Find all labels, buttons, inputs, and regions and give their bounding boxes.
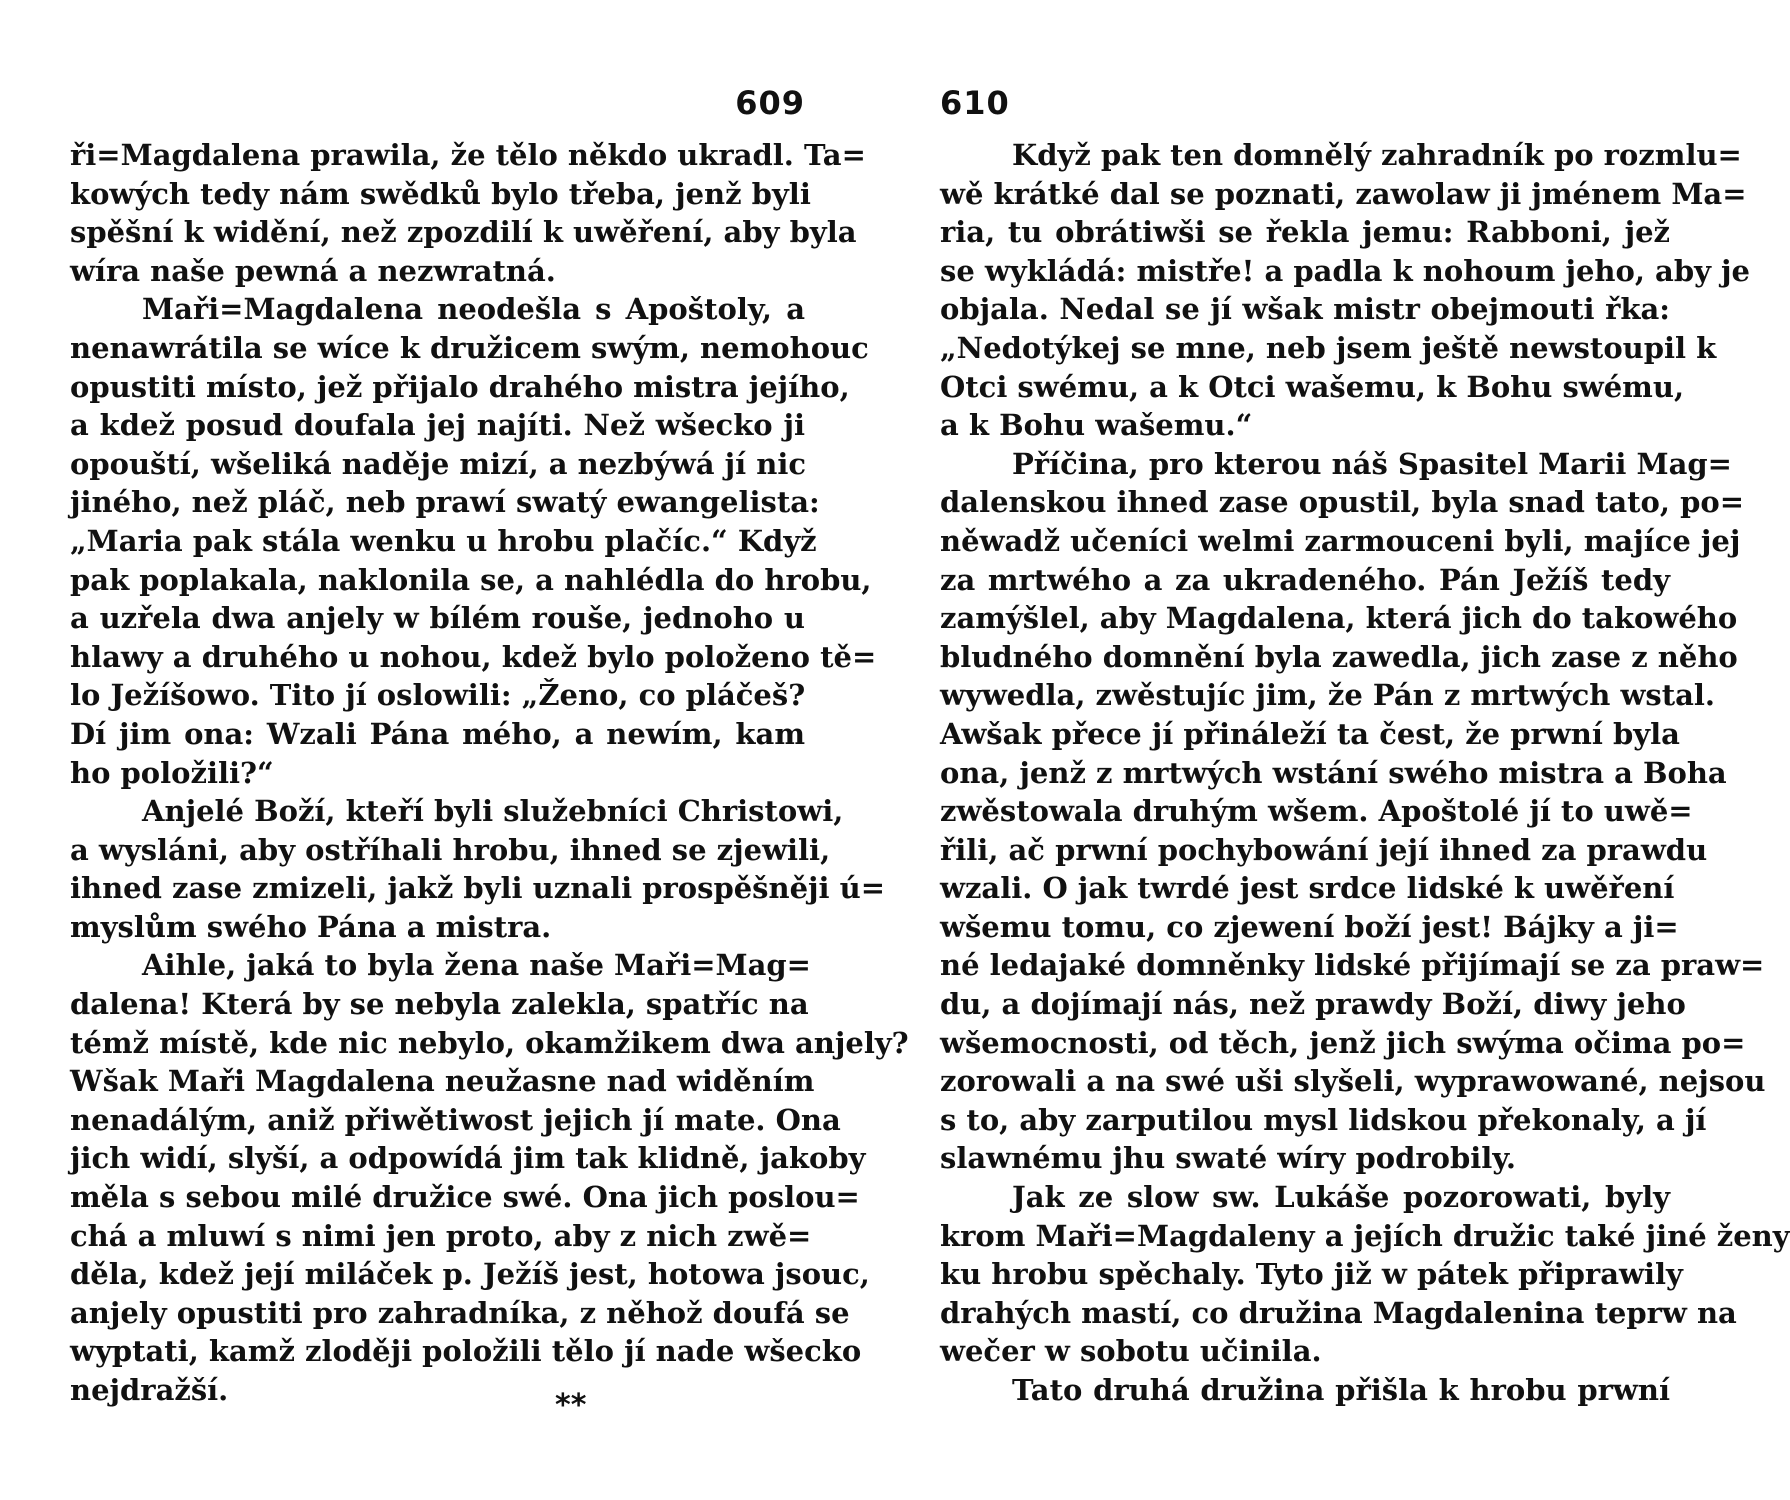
text-line: a k Bohu wašemu.“ <box>940 408 1253 443</box>
text-line: zamýšlel, aby Magdalena, která jich do takowého <box>940 601 1738 636</box>
text-line: opustiti místo, jež přijalo drahého mistra jejího, <box>70 369 850 404</box>
text-line: Otci swému, a k Otci wašemu, k Bohu swému, <box>940 369 1685 404</box>
text-line: bludného domnění byla zawedla, jich zase z něho <box>940 639 1738 674</box>
text-line: za mrtwého a za ukradeného. Pán Ježíš tedy <box>940 562 1670 597</box>
text-line: ria, tu obrátiwši se řekla jemu: Rabboni, jež <box>940 215 1670 250</box>
text-line: děla, kdež její miláček p. Ježíš jest, hotowa jsouc, <box>70 1257 870 1292</box>
text-line: Aihle, jaká to byla žena naše Maři=Mag= <box>142 948 811 983</box>
left-page <box>70 0 909 1500</box>
text-line: ři=Magdalena prawila, že tělo někdo ukradl. Ta= <box>70 138 866 172</box>
text-line: wíra naše pewná a nezwratná. <box>70 253 556 288</box>
text-line: a kdež posud doufala jej najíti. Než wšecko ji <box>70 408 805 443</box>
text-line: wečer w sobotu učinila. <box>940 1334 1322 1369</box>
text-line: wšemocnosti, od těch, jenž jich swýma očima po= <box>940 1025 1746 1060</box>
text-line: Jak ze slow sw. Lukáše pozorowati, byly <box>1012 1180 1670 1215</box>
text-line: a wysláni, aby ostříhali hrobu, ihned se zjewili, <box>70 832 831 867</box>
page-number-left: 609 <box>735 84 805 122</box>
text-line: zwěstowala druhým wšem. Apoštolé jí to uwě= <box>940 794 1693 829</box>
text-line: krom Maři=Magdaleny a jejích družic také jiné ženy <box>940 1218 1790 1253</box>
text-line: pak poplakala, naklonila se, a nahlédla do hrobu, <box>70 562 872 597</box>
text-line: nenadálým, aniž přiwětiwost jejich jí mate. Ona <box>70 1102 841 1137</box>
text-line: s to, aby zarputilou mysl lidskou překonaly, a jí <box>940 1102 1707 1137</box>
text-line: „Maria pak stála wenku u hrobu plačíc.“ Když <box>70 523 817 558</box>
text-line: objala. Nedal se jí wšak mistr obejmouti řka: <box>940 292 1670 327</box>
text-line: Tato druhá družina přišla k hrobu prwní <box>1012 1373 1670 1407</box>
text-line: wšemu tomu, co zjewení boží jest! Bájky a ji= <box>940 909 1679 944</box>
right-page <box>940 0 1790 1500</box>
text-line: wě krátké dal se poznati, zawolaw ji jménem Ma= <box>940 176 1747 211</box>
text-line: wzali. O jak twrdé jest srdce lidské k uwěření <box>940 871 1675 906</box>
text-line: chá a mluwí s nimi jen proto, aby z nich zwě= <box>70 1218 812 1253</box>
text-line: hlawy a druhého u nohou, kdež bylo položeno tě= <box>70 639 877 674</box>
text-line: nejdražší. <box>70 1373 229 1407</box>
text-line: lo Ježíšowo. Tito jí oslowili: „Ženo, co pláčeš? <box>70 678 806 713</box>
right-page-text <box>940 136 1790 1410</box>
text-line: něwadž učeníci welmi zarmouceni byli, majíce jej <box>940 523 1741 558</box>
text-line: Příčina, pro kterou náš Spasitel Marii Mag= <box>1012 446 1732 481</box>
text-line: Maři=Magdalena neodešla s Apoštoly, a <box>142 292 805 327</box>
text-line: né ledajaké domněnky lidské přijímají se za praw= <box>940 948 1765 983</box>
text-line: se wykládá: mistře! a padla k nohoum jeho, aby je <box>940 253 1751 288</box>
text-line: Anjelé Boží, kteří byli služebníci Christowi, <box>142 794 844 829</box>
text-line: wywedla, zwěstujíc jim, že Pán z mrtwých wstal. <box>940 678 1716 713</box>
text-line: drahých mastí, co družina Magdalenina teprw na <box>940 1295 1737 1330</box>
signature-mark: ** <box>555 1388 587 1423</box>
text-line: ihned zase zmizeli, jakž byli uznali prospěšněji ú= <box>70 871 886 906</box>
text-line: jiného, než pláč, neb prawí swatý ewangelista: <box>70 485 820 520</box>
text-line: zorowali a na swé uši slyšeli, wyprawowané, nejsou <box>940 1064 1766 1099</box>
text-line: du, a dojímají nás, než prawdy Boží, diwy jeho <box>940 987 1686 1022</box>
text-line: ho položili?“ <box>70 755 274 790</box>
left-page-text <box>70 136 909 1410</box>
text-line: dalenskou ihned zase opustil, byla snad tato, po= <box>940 485 1744 520</box>
text-line: ona, jenž z mrtwých wstání swého mistra a Boha <box>940 755 1727 790</box>
text-line: kowých tedy nám swědků bylo třeba, jenž byli <box>70 176 811 211</box>
text-line: „Nedotýkej se mne, neb jsem ještě newstoupil k <box>940 330 1717 365</box>
text-line: měla s sebou milé družice swé. Ona jich poslou= <box>70 1180 860 1215</box>
text-line: Dí jim ona: Wzali Pána mého, a newím, kam <box>70 716 805 751</box>
text-line: jich widí, slyší, a odpowídá jim tak klidně, jakoby <box>70 1141 866 1176</box>
text-line: Awšak přece jí přináleží ta čest, že prwní byla <box>940 716 1680 751</box>
text-line: a uzřela dwa anjely w bílém rouše, jednoho u <box>70 601 805 636</box>
text-line: Když pak ten domnělý zahradník po rozmlu= <box>1012 138 1742 172</box>
text-line: myslům swého Pána a mistra. <box>70 909 552 944</box>
text-line: ku hrobu spěchaly. Tyto již w pátek připrawily <box>940 1257 1683 1292</box>
text-line: nenawrátila se wíce k družicem swým, nemohouc <box>70 330 869 365</box>
text-line: dalena! Která by se nebyla zalekla, spatříc na <box>70 987 809 1022</box>
text-line: slawnému jhu swaté wíry podrobily. <box>940 1141 1516 1176</box>
text-line: wyptati, kamž zloději položili tělo jí nade wšecko <box>70 1334 862 1369</box>
text-line: témž místě, kde nic nebylo, okamžikem dwa anjely? <box>70 1025 909 1060</box>
text-line: řili, ač prwní pochybowání její ihned za prawdu <box>940 832 1708 867</box>
page-number-right: 610 <box>940 84 1010 122</box>
text-line: spěšní k widění, než zpozdilí k uwěření, aby byla <box>70 215 857 250</box>
text-line: opouští, wšeliká naděje mizí, a nezbýwá jí nic <box>70 446 806 481</box>
text-line: anjely opustiti pro zahradníka, z něhož doufá se <box>70 1295 850 1330</box>
text-line: Wšak Maři Magdalena neužasne nad widěním <box>70 1064 815 1099</box>
